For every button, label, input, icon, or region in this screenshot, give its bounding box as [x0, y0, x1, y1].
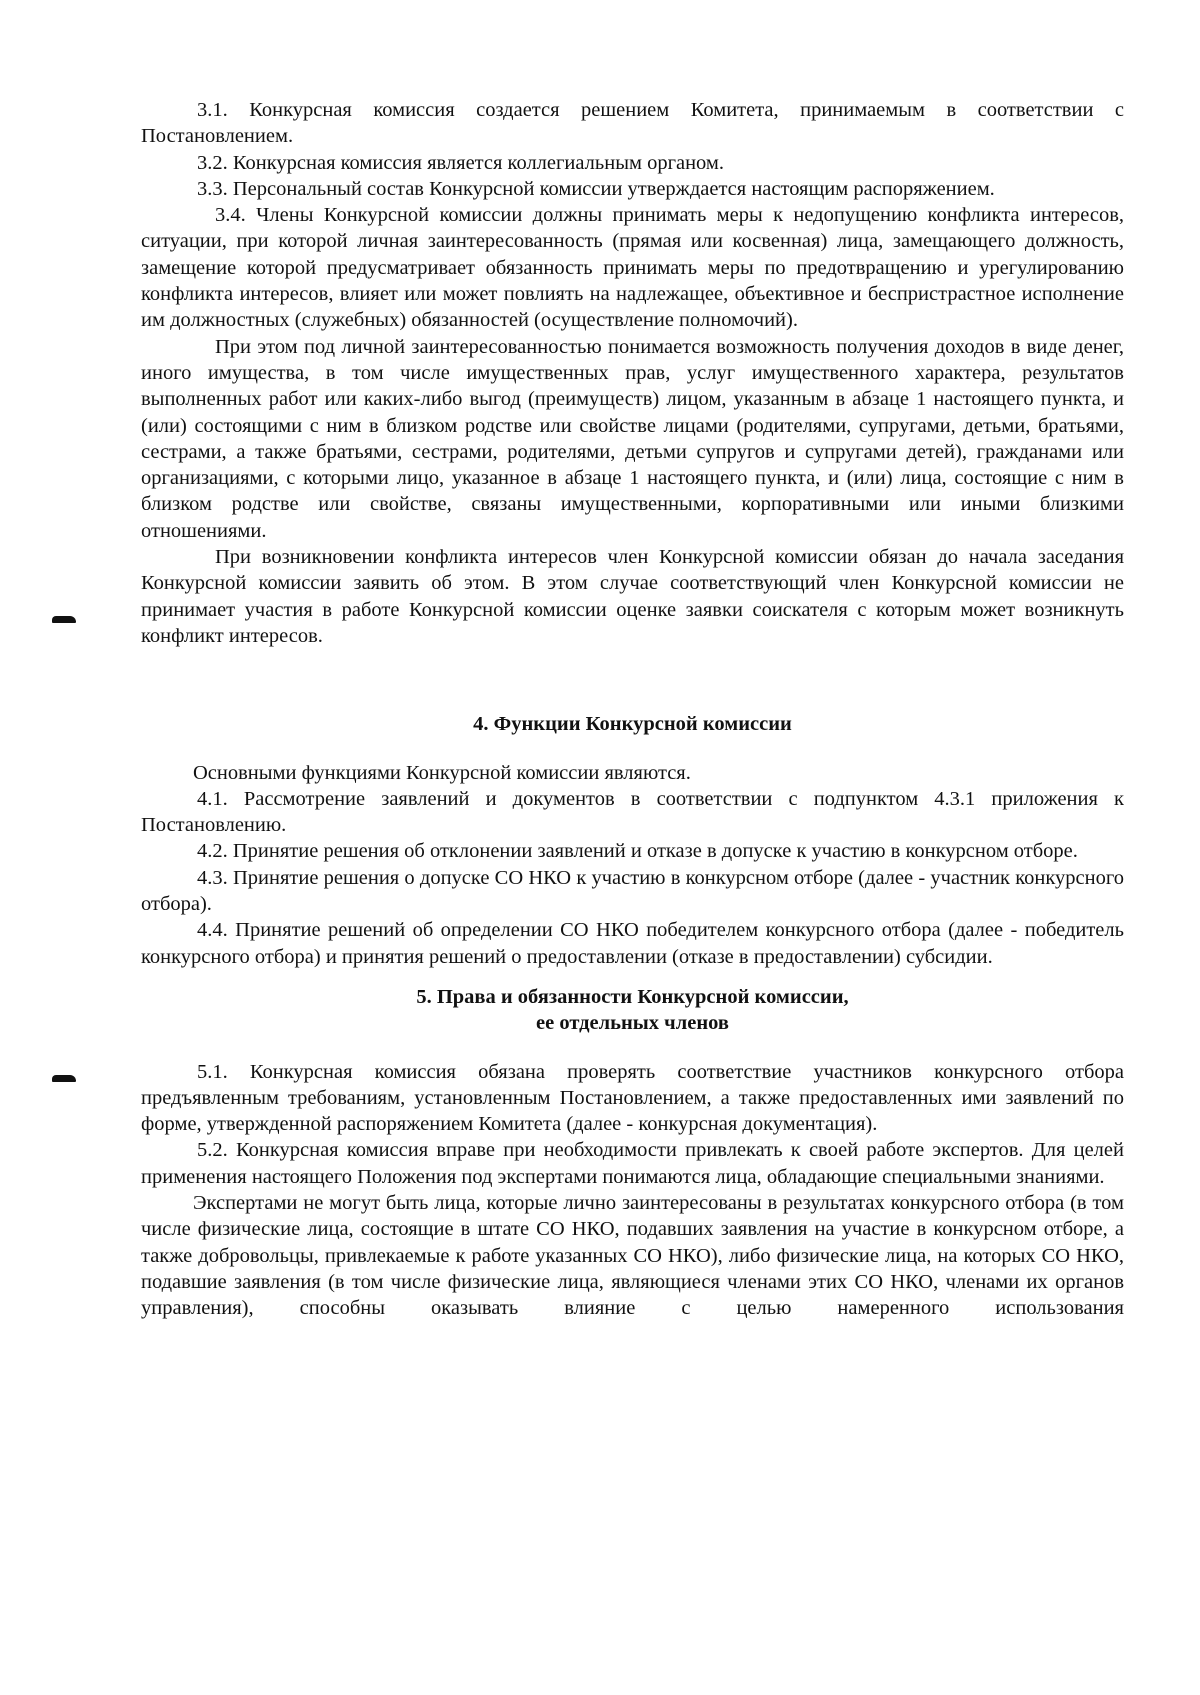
paragraph-conflict-of-interest: При возникновении конфликта интересов член Конкурсной комиссии обязан до начала заседания Конкурсной комиссии заявить об этом. В этом случае соответствующий член Конкурсной комиссии не принимает участия в работе Конкурсной комиссии оценке заявки соискателя с которым может возникнуть конфликт интересов.: [141, 546, 1124, 647]
section-5-heading-line-1: 5. Права и обязанности Конкурсной комиссии,: [416, 985, 849, 1008]
section-spacer: [141, 649, 1124, 711]
paragraph-experts: Экспертами не могут быть лица, которые лично заинтересованы в результатах конкурсного отбора (в том числе физические лица, состоящие в штате СО НКО, подавших заявления на участие в конкурсном отборе, а также добровольцы, привлекаемые к работе указанных СО НКО), либо физические лица, на которых СО НКО, подавшие заявления (в том числе физические лица, являющиеся членами этих СО НКО, членами их органов управления), способны оказывать влияние с целью намеренного использования: [141, 1191, 1124, 1320]
section-spacer: [141, 738, 1124, 760]
paragraph-personal-interest: При этом под личной заинтересованностью понимается возможность получения доходов в виде денег, иного имущества, в том числе имущественных прав, услуг имущественного характера, результатов выполненных работ или каких-либо выгод (преимуществ) лицом, указанным в абзаце 1 настоящего пункта, и (или) состоящими с ним в близком родстве или свойстве лицами (родителями, супругами, детьми, братьями, сестрами, а также братьями, сестрами, родителями, детьми супругов и супругами детей), гражданами или организациями, с которыми лицо, указанное в абзаце 1 настоящего пункта, и (или) лица, состоящие с ним в близком родстве или свойстве, связаны имущественными, корпоративными или иными близкими отношениями.: [141, 335, 1124, 542]
section-5-heading-line-2: ее отдельных членов: [536, 1012, 729, 1035]
clause-3-4: 3.4. Члены Конкурсной комиссии должны принимать меры к недопущению конфликта интересов, ситуации, при которой личная заинтересованность (прямая или косвенная) лица, замещающего должность, замещение которой предусматривает обязанность принимать меры по предотвращению и урегулированию конфликта интересов, влияет или может повлиять на надлежащее, объективное и беспристрастное исполнение им должностных (служебных) обязанностей (осуществление полномочий).: [141, 204, 1124, 332]
clause-4-1: 4.1. Рассмотрение заявлений и документов в соответствии с подпунктом 4.3.1 приложения к Постановлению.: [141, 787, 1124, 837]
document-page: [141, 97, 1124, 1321]
clause-5-1: 5.1. Конкурсная комиссия обязана проверять соответствие участников конкурсного отбора предъявленным требованиям, установленным Постановлением, а также предоставленных ими заявлений по форме, утвержденной распоряжением Комитета (далее - конкурсная документация).: [141, 1060, 1124, 1136]
section-spacer: [141, 1037, 1124, 1059]
clause-3-3: 3.3. Персональный состав Конкурсной комиссии утверждается настоящим распоряжением.: [197, 177, 995, 200]
clause-4-3: 4.3. Принятие решения о допуске СО НКО к участию в конкурсном отборе (далее - участник конкурсного отбора).: [141, 866, 1124, 916]
clause-3-1: 3.1. Конкурсная комиссия создается решением Комитета, принимаемым в соответствии с Постановлением.: [141, 99, 1124, 148]
section-4-intro: Основными функциями Конкурсной комиссии являются.: [193, 761, 691, 784]
scan-punch-mark-lower: [52, 1075, 76, 1082]
section-spacer: [141, 970, 1124, 984]
clause-5-2: 5.2. Конкурсная комиссия вправе при необходимости привлекать к своей работе экспертов. Для целей применения настоящего Положения под экспертами понимаются лица, обладающие специальными знаниями.: [141, 1139, 1124, 1188]
clause-3-2: 3.2. Конкурсная комиссия является коллегиальным органом.: [197, 151, 725, 174]
section-4-heading: 4. Функции Конкурсной комиссии: [473, 713, 792, 736]
clause-4-2: 4.2. Принятие решения об отклонении заявлений и отказе в допуске к участию в конкурсном отборе.: [197, 840, 1078, 863]
scan-punch-mark-upper: [52, 616, 76, 623]
clause-4-4: 4.4. Принятие решений об определении СО НКО победителем конкурсного отбора (далее - победитель конкурсного отбора) и принятия решений о предоставлении (отказе в предоставлении) субсидии.: [141, 919, 1124, 968]
